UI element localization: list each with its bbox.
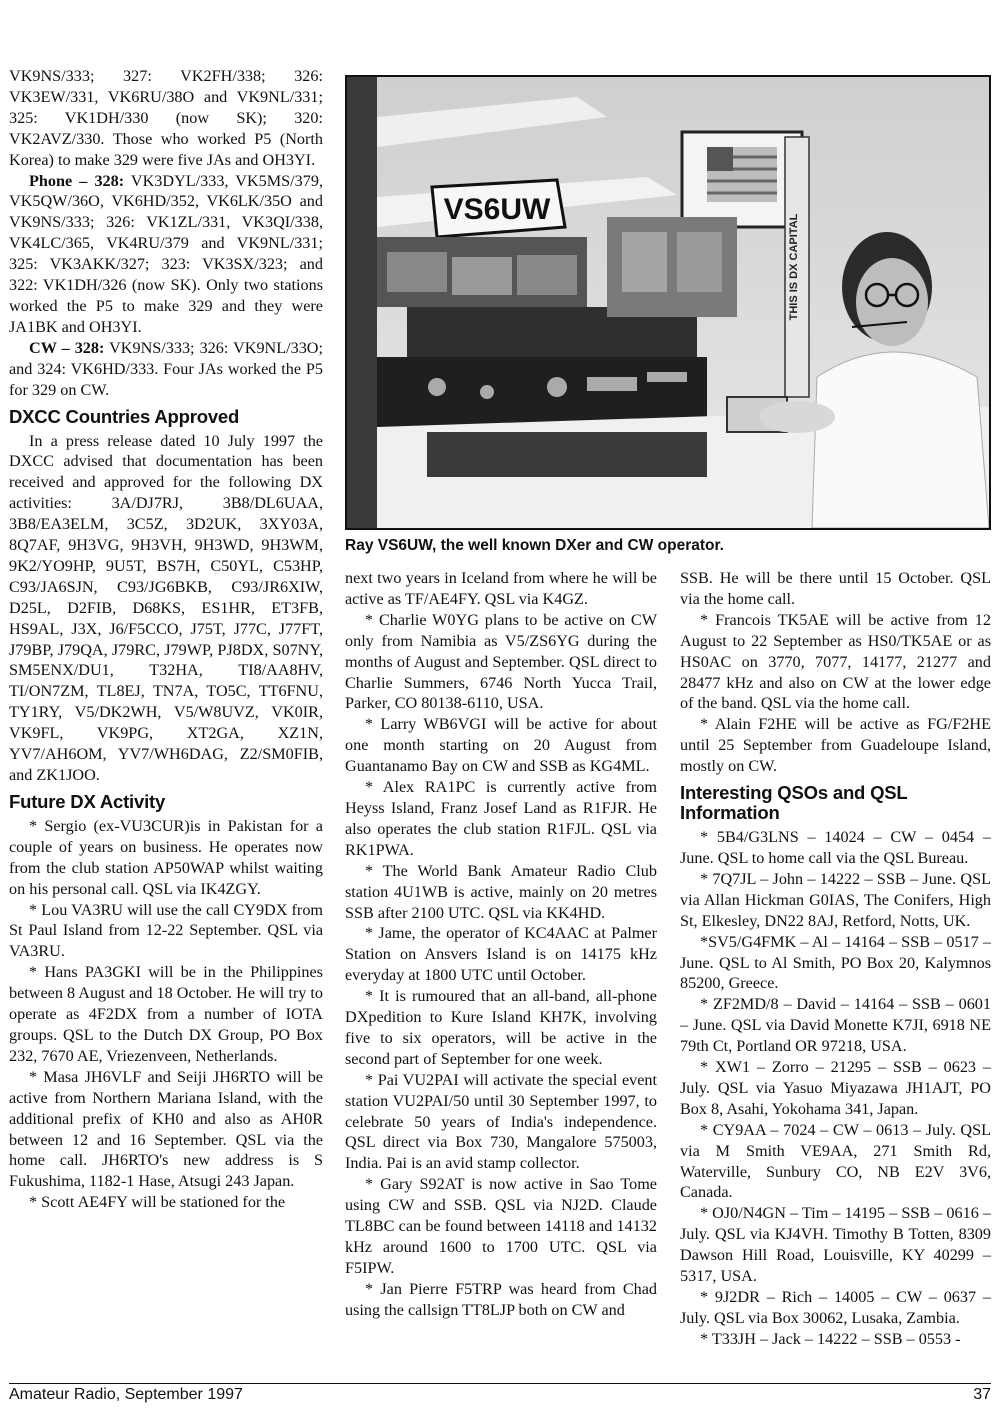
paragraph: * 5B4/G3LNS – 14024 – CW – 0454 – June. QSL to home call via the QSL Bureau.	[680, 828, 991, 867]
paragraph: * Jame, the operator of KC4AAC at Palmer Station on Ansvers Island is on 14175 kHz everyday at 1800 UTC until October.	[345, 924, 657, 985]
paragraph: * Charlie W0YG plans to be active on CW only from Namibia as V5/ZS6YG during the months of August and September. QSL direct to Charlie Summers, 6746 North Yucca Trail, Parker, CO 80138-6110, USA.	[345, 610, 657, 713]
paragraph: * OJ0/N4GN – Tim – 14195 – SSB – 0616 – July. QSL via KJ4VH. Timothy B Totten, 8309 Dawson Hill Road, Louisville, KY 40299 – 5317, USA.	[680, 1204, 991, 1286]
paragraph: * Masa JH6VLF and Seiji JH6RTO will be active from Northern Mariana Island, with the additional prefix of KH0 and also as AH0R between 12 and 16 September. QSL via the home call. JH6RTO's new address is S Fukushima, 1182-1 Hase, Atsugi 243 Japan.	[9, 1067, 323, 1191]
heading-interesting-qsos: Interesting QSOs and QSL Information	[680, 782, 908, 824]
heading-future-dx: Future DX Activity	[9, 790, 166, 812]
paragraph: * Alain F2HE will be active as FG/F2HE until 25 September from Guadeloupe Island, mostly on CW.	[680, 715, 991, 776]
paragraph: * 9J2DR – Rich – 14005 – CW – 0637 – July. QSL via Box 30062, Lusaka, Zambia.	[680, 1288, 991, 1327]
paragraph: * CY9AA – 7024 – CW – 0613 – July. QSL via M Smith VE9AA, 271 Smith Rd, Waterville, Sunbury CO, NB E2V 3V6, Canada.	[680, 1120, 991, 1202]
column-3	[680, 568, 991, 1350]
paragraph: * Sergio (ex-VU3CUR)is in Pakistan for a couple of years on business. He operates now from the club station AP50WAP whilst waiting on his personal call. QSL via IK4ZGY.	[9, 816, 323, 898]
paragraph: * Scott AE4FY will be stationed for the	[29, 1193, 286, 1212]
paragraph: * Alex RA1PC is currently active from Heyss Island, Franz Josef Land as R1FJR. He also operates the club station R1FJL. QSL via RK1PWA.	[345, 778, 657, 859]
paragraph: * Lou VA3RU will use the call CY9DX from St Paul Island from 12-22 September. QSL via VA3RU.	[9, 900, 323, 961]
footer-divider	[9, 1383, 991, 1384]
paragraph: * ZF2MD/8 – David – 14164 – SSB – 0601 – June. QSL via David Monette K7JI, 6918 NE 79th Ct, Portland OR 97218, USA.	[680, 995, 991, 1056]
phone-lead: Phone – 328:	[29, 171, 125, 190]
paragraph: * Jan Pierre F5TRP was heard from Chad using the callsign TT8LJP both on CW and	[345, 1279, 657, 1319]
paragraph: * Larry WB6VGI will be active for about one month starting on 20 August from Guantanamo Bay on CW and SSB as KG4ML.	[345, 715, 657, 776]
paragraph: * It is rumoured that an all-band, all-phone DXpedition to Kure Island KH7K, involving five to six operators, will be active in the second part of September for one week.	[345, 987, 657, 1068]
photo-callsign-sign: VS6UW	[443, 193, 551, 226]
photo-illustration	[347, 77, 989, 528]
phone-text: VK3DYL/333, VK5MS/379, VK5QW/36O, VK6HD/352, VK6LK/35O and VK9NS/333; 326: VK1ZL/331, VK3QI/338, VK4LC/365, VK4RU/379 and VK9NL/331; 325: VK3AKK/327; 323: VK3SX/323; and 322: VK1DH/326 (now SK). Only two stations worked the P5 to make 329 and they were JA1BK and OH3YI.	[9, 171, 323, 336]
cw-lead: CW – 328:	[29, 338, 105, 357]
photo-vs6uw-shack	[345, 75, 991, 530]
column-1	[9, 66, 323, 1213]
page-number: 37	[973, 1386, 991, 1403]
paragraph	[9, 171, 323, 338]
paragraph: next two years in Iceland from where he will be active as TF/AE4FY. QSL via K4GZ.	[345, 569, 657, 608]
paragraph: * 7Q7JL – John – 14222 – SSB – June. QSL via Allan Hickman G0IAS, The Conifers, High St, Elkesley, DN22 8AJ, Retford, Notts, UK.	[680, 869, 991, 930]
paragraph: * The World Bank Amateur Radio Club station 4U1WB is active, mainly on 20 metres SSB after 2100 UTC. QSL via KK4HD.	[345, 861, 657, 922]
photo-caption: Ray VS6UW, the well known DXer and CW operator.	[345, 537, 724, 554]
paragraph: * Francois TK5AE will be active from 12 August to 22 September as HS0/TK5AE or as HS0AC on 3770, 7077, 14177, 21277 and 28477 kHz and also on CW at the lower edge of the band. QSL via the home call.	[680, 610, 991, 713]
column-2	[345, 568, 657, 1321]
cw-text: VK9NS/333; 326: VK9NL/33O; and 324: VK6HD/333. Four JAs worked the P5 for 329 on CW.	[9, 338, 323, 399]
paragraph: VK9NS/333; 327: VK2FH/338; 326: VK3EW/331, VK6RU/38O and VK9NL/331; 325: VK1DH/330 (now SK); 320: VK2AVZ/330. Those who worked P5 (North Korea) to make 329 were five JAs and OH3YI.	[9, 67, 323, 169]
paragraph: *SV5/G4FMK – Al – 14164 – SSB – 0517 – June. QSL to Al Smith, PO Box 20, Kalymnos 85200, Greece.	[680, 932, 991, 993]
paragraph: * T33JH – Jack – 14222 – SSB – 0553 -	[700, 1329, 961, 1348]
paragraph	[9, 338, 323, 401]
photo-banner-text: THIS IS DX CAPITAL	[788, 213, 800, 321]
paragraph: * Pai VU2PAI will activate the special event station VU2PAI/50 until 30 September 1997, to celebrate 50 years of India's independence. QSL direct via Box 730, Mangalore 575003, India. Pai is an avid stamp collector.	[345, 1070, 657, 1173]
paragraph: * Gary S92AT is now active in Sao Tome using CW and SSB. QSL via NJ2D. Claude TL8BC can be found between 14118 and 14132 kHz around 1600 to 1700 UTC. QSL via F5IPW.	[345, 1175, 657, 1277]
heading-dxcc-countries: DXCC Countries Approved	[9, 405, 240, 427]
paragraph: In a press release dated 10 July 1997 the DXCC advised that documentation has been received and approved for the following DX activities: 3A/DJ7RJ, 3B8/DL6UAA, 3B8/EA3ELM, 3C5Z, 3D2UK, 3XY03A, 8Q7AF, 9H3VG, 9H3VH, 9H3WD, 9H3WM, 9K2/YO9HP, 9U5T, BS7H, C50YL, C53HP, C93/JA6SJN, C93/JG6BKB, C93/JR6XIW, D25L, D2FIB, D68KS, ES1HR, ET3FB, HS9AL, J3X, J6/F5CCO, J75T, J77C, J77FT, J79BP, J79QA, J79RC, J79WP, PJ8DX, S07NY, SM5ENX/DU1, T32HA, TI8/AA8HV, TI/ON7ZM, TL8EJ, TN7A, TO5C, TT6FNU, TY1RY, V5/DK2WH, V5/W8UVZ, VK0IR, VK9FL, VK9PG, XT2GA, XZ1N, YV7/AH6OM, YV7/WH6DAG, Z2/SM0FIB, and ZK1JOO.	[9, 431, 323, 784]
paragraph: * Hans PA3GKI will be in the Philippines between 8 August and 18 October. He will try to operate as 4F2DX from a number of IOTA groups. QSL to the Dutch DX Group, PO Box 232, 7670 AE, Vriezenveen, Netherlands.	[9, 963, 323, 1065]
footer-publication: Amateur Radio, September 1997	[9, 1386, 243, 1403]
paragraph: * XW1 – Zorro – 21295 – SSB – 0623 – July. QSL via Yasuo Miyazawa JH1AJT, PO Box 8, Asahi, Yokohama 341, Japan.	[680, 1058, 991, 1118]
paragraph: SSB. He will be there until 15 October. QSL via the home call.	[680, 569, 991, 608]
